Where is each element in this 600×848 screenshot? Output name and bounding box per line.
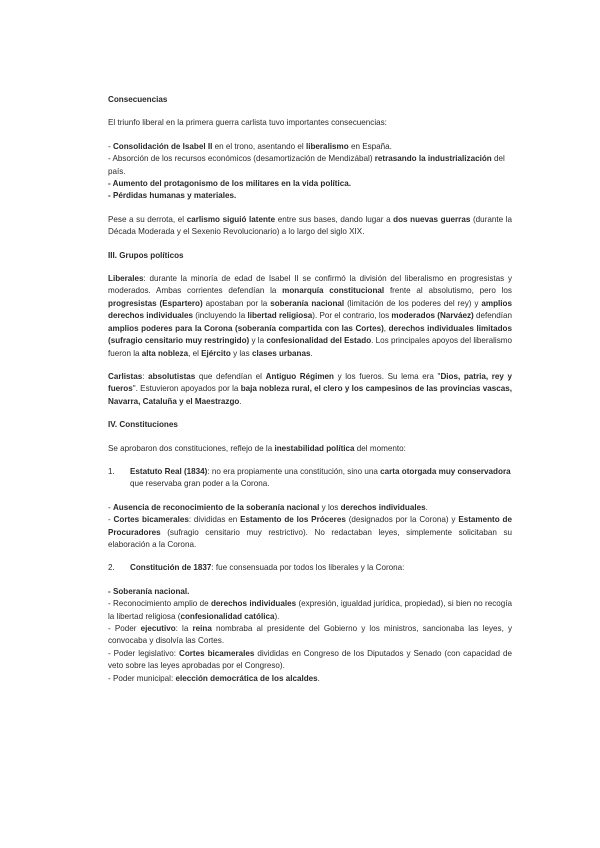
bullet-municipal: - Poder municipal: elección democrática de los alcaldes. — [108, 673, 320, 683]
bullet-consolidacion: - Consolidación de Isabel II en el trono, asentando el liberalismo en España. — [108, 141, 392, 151]
bullet-ausencia: - Ausencia de reconocimiento de la soberanía nacional y los derechos individuales. — [108, 502, 428, 512]
list-item-constitucion-1837 — [108, 562, 512, 574]
list-number: 2. — [108, 563, 115, 573]
bullet-militares: - Aumento del protagonismo de los militares en la vida política. — [108, 179, 352, 189]
bullet-ejecutivo: - Poder ejecutivo: la reina nombraba al presidente del Gobierno y los ministros, sancionaba las leyes, y convocaba y disolvía las Cortes. — [108, 624, 512, 646]
list-item-text: Estatuto Real (1834): no era propiamente una constitución, sino una carta otorgada muy conservadora que reservaba gran poder a la Corona. — [130, 466, 511, 489]
bullet-derechos: - Reconocimiento amplio de derechos individuales (expresión, igualdad jurídica, propiedad), si bien no recogía la libertad religiosa (confesionalidad católica). — [108, 599, 512, 621]
list-item-text: Constitución de 1837: fue consensuada por todos los liberales y la Corona: — [130, 563, 405, 573]
bullet-legislativo: - Poder legislativo: Cortes bicamerales divididas en Congreso de los Diputados y Senado (con capacidad de veto sobre las leyes aprobadas por el Congreso). — [108, 648, 512, 671]
bullet-perdidas: - Pérdidas humanas y materiales. — [108, 191, 237, 201]
bullet-absorcion: - Absorción de los recursos económicos (desamortización de Mendizábal) retrasando la industrialización del país. — [108, 154, 505, 176]
paragraph-liberales: Liberales: durante la minoría de edad de Isabel II se confirmó la división del liberalismo en progresistas y moderados. Ambas corrientes defendían la monarquía constitucional frente al absolutismo, pero los progresistas (Espartero) apostaban por la soberanía nacional (limitación de los poderes del rey) y amplios derechos individuales (incluyendo la libertad religiosa). Por el contrario, los moderados (Narváez) defendían amplios poderes para la Corona (soberanía compartida con las Cortes), derechos individuales limitados (sufragio censitario muy restringido) y la confesionalidad del Estado. Los principales apoyos del liberalismo fueron la alta nobleza, el Ejército y las clases urbanas. — [108, 274, 513, 358]
list-number: 1. — [108, 466, 115, 476]
list-item-estatuto — [108, 466, 512, 491]
section-heading-constituciones: IV. Constituciones — [108, 420, 178, 430]
paragraph-intro: El triunfo liberal en la primera guerra carlista tuvo importantes consecuencias: — [108, 118, 387, 128]
paragraph-carlistas: Carlistas: absolutistas que defendían el Antiguo Régimen y los fueros. Su lema era "Dios, patria, rey y fueros". Estuvieron apoyados por la baja nobleza rural, el clero y los campesinos de las provincias vascas, Navarra, Cataluña y el Maestrazgo. — [108, 371, 513, 406]
paragraph-constituciones-intro: Se aprobaron dos constituciones, reflejo de la inestabilidad política del momento: — [108, 443, 406, 453]
bullet-soberania: - Soberanía nacional. — [108, 586, 190, 596]
section-heading-consecuencias: Consecuencias — [108, 95, 168, 104]
paragraph-carlismo: Pese a su derrota, el carlismo siguió latente entre sus bases, dando lugar a dos nuevas guerras (durante la Década Moderada y el Sexenio Revolucionario) a lo largo del siglo XIX. — [108, 214, 512, 237]
section-heading-grupos: III. Grupos políticos — [108, 250, 184, 260]
bullet-cortes-bicamerales: - Cortes bicamerales: divididas en Estamento de los Próceres (designados por la Corona) y Estamento de Procuradores (sufragio censitario muy restrictivo). No redactaban leyes, simplemente solicitaban su elaboración a la Corona. — [108, 515, 512, 549]
